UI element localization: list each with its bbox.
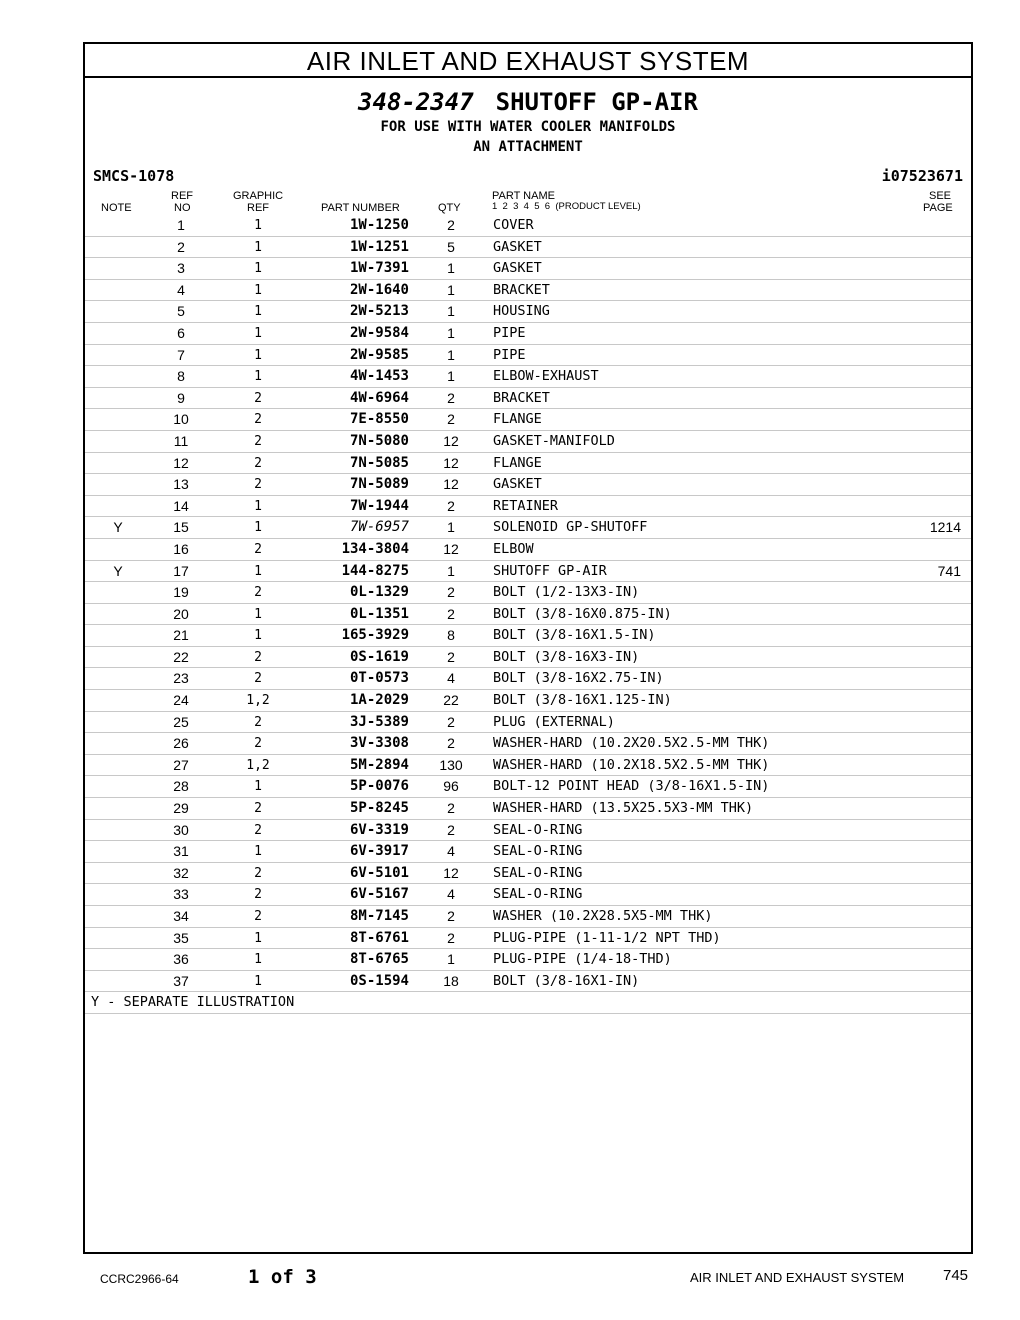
part-name: PLUG-PIPE (1-11-1/2 NPT THD): [493, 929, 721, 946]
document-code: CCRC2966-64: [100, 1272, 179, 1286]
table-row: [85, 409, 971, 431]
row-note: Y: [113, 519, 123, 536]
part-number: 5M-2894: [349, 756, 409, 773]
part-number: 1A-2029: [349, 692, 409, 709]
part-number: 6V-5167: [349, 886, 409, 903]
part-name: PIPE: [493, 346, 526, 363]
quantity: 2: [447, 929, 455, 946]
part-number: 4W-1453: [349, 368, 409, 385]
graphic-ref: 2: [254, 736, 262, 752]
graphic-ref: 2: [254, 671, 262, 687]
graphic-ref: 1: [254, 973, 262, 989]
table-row: [85, 366, 971, 388]
part-name: BOLT (1/2-13X3-IN): [493, 584, 640, 601]
part-name: ELBOW: [493, 540, 534, 557]
part-number: 6V-3319: [349, 821, 409, 838]
col-see-bottom: PAGE: [923, 202, 953, 214]
parts-rows: [85, 215, 971, 992]
ref-number: 1: [177, 217, 185, 233]
graphic-ref: 1: [254, 369, 262, 385]
ref-number: 10: [173, 411, 189, 428]
part-number: 7N-5080: [349, 432, 409, 449]
table-row: [85, 971, 971, 993]
graphic-ref: 1: [254, 563, 262, 579]
part-name: FLANGE: [493, 454, 542, 471]
quantity: 22: [443, 692, 459, 709]
parts-table-body: [85, 215, 971, 1014]
graphic-ref: 2: [254, 541, 262, 557]
table-row: [85, 798, 971, 820]
table-row: [85, 776, 971, 798]
part-number: 5P-0076: [349, 778, 409, 795]
table-row: [85, 712, 971, 734]
part-name: BOLT (3/8-16X0.875-IN): [493, 605, 672, 622]
col-graphic-bottom: REF: [247, 202, 269, 214]
table-row: [85, 345, 971, 367]
quantity: 1: [447, 951, 455, 968]
ref-number: 15: [173, 519, 189, 536]
ref-number: 25: [173, 713, 189, 730]
page-number: 745: [943, 1267, 969, 1284]
part-number: 3V-3308: [349, 735, 409, 752]
quantity: 1: [447, 346, 455, 363]
ref-number: 8: [177, 368, 185, 385]
ref-number: 5: [177, 303, 185, 320]
part-name: COVER: [493, 217, 534, 233]
graphic-ref: 1: [254, 606, 262, 622]
part-name: BRACKET: [493, 389, 550, 406]
table-row: [85, 863, 971, 885]
table-row: [85, 561, 971, 583]
table-row: [85, 647, 971, 669]
graphic-ref: 2: [254, 477, 262, 493]
footnote: Y - SEPARATE ILLUSTRATION: [85, 992, 971, 1014]
table-row: [85, 496, 971, 518]
part-number: 8M-7145: [349, 908, 409, 924]
ref-number: 31: [173, 843, 189, 860]
part-name: PIPE: [493, 324, 526, 341]
ref-number: 37: [173, 972, 189, 989]
ref-number: 16: [173, 540, 189, 557]
illustration-id: i07523671: [881, 167, 963, 185]
part-number: 0T-0573: [349, 670, 409, 687]
graphic-ref: 1: [254, 498, 262, 514]
part-number: 8T-6761: [349, 929, 409, 946]
quantity: 12: [443, 432, 459, 449]
ref-number: 36: [173, 951, 189, 968]
part-number: 3J-5389: [349, 713, 409, 730]
graphic-ref: 2: [254, 390, 262, 406]
ref-number: 27: [173, 756, 189, 773]
graphic-ref: 2: [254, 412, 262, 428]
ref-number: 26: [173, 735, 189, 752]
part-name: RETAINER: [493, 497, 559, 514]
table-row: [85, 517, 971, 539]
group-title: [85, 88, 971, 116]
quantity: 130: [439, 756, 463, 773]
part-name: PLUG-PIPE (1/4-18-THD): [493, 951, 672, 968]
section-title: AIR INLET AND EXHAUST SYSTEM: [85, 44, 971, 78]
graphic-ref: 1: [254, 952, 262, 968]
part-number: 6V-3917: [349, 843, 409, 860]
part-number: 134-3804: [341, 540, 409, 557]
part-number: 6V-5101: [349, 864, 409, 881]
graphic-ref: 1: [254, 325, 262, 341]
part-name: SEAL-O-RING: [493, 843, 583, 860]
table-row: [85, 733, 971, 755]
part-number: 144-8275: [341, 562, 409, 579]
part-name: GASKET-MANIFOLD: [493, 432, 615, 449]
part-number: 2W-5213: [349, 303, 409, 320]
ref-number: 6: [177, 324, 185, 341]
quantity: 2: [447, 821, 455, 838]
page-of-pages: 1 of 3: [248, 1266, 317, 1288]
ref-number: 14: [173, 497, 189, 514]
ref-number: 12: [173, 454, 189, 471]
quantity: 2: [447, 584, 455, 601]
ref-number: 34: [173, 908, 189, 924]
part-name: GASKET: [493, 476, 542, 493]
col-qty: QTY: [438, 202, 461, 214]
col-product-levels: 1 2 3 4 5 6 (PRODUCT LEVEL): [492, 201, 641, 212]
see-page: 741: [937, 562, 961, 579]
part-name: GASKET: [493, 238, 542, 255]
table-row: [85, 949, 971, 971]
part-number: 8T-6765: [349, 951, 409, 968]
part-number: 0L-1351: [349, 605, 409, 622]
table-row: [85, 215, 971, 237]
table-row: [85, 388, 971, 410]
ref-number: 28: [173, 778, 189, 795]
part-number: 2W-1640: [349, 281, 409, 298]
table-row: [85, 755, 971, 777]
part-name: GASKET: [493, 260, 542, 277]
part-name: BOLT-12 POINT HEAD (3/8-16X1.5-IN): [493, 778, 770, 795]
quantity: 5: [447, 238, 455, 255]
footer-section-title: AIR INLET AND EXHAUST SYSTEM: [690, 1270, 905, 1285]
col-part-number: PART NUMBER: [321, 202, 400, 214]
ref-number: 7: [177, 346, 185, 363]
table-row: [85, 431, 971, 453]
table-row: [85, 280, 971, 302]
quantity: 2: [447, 648, 455, 665]
group-number: 348-2347: [358, 88, 474, 116]
ref-number: 11: [173, 432, 189, 449]
ref-number: 35: [173, 929, 189, 946]
table-row: [85, 258, 971, 280]
graphic-ref: 2: [254, 455, 262, 471]
table-row: [85, 301, 971, 323]
ref-number: 13: [173, 476, 189, 493]
graphic-ref: 1,2: [246, 757, 270, 773]
quantity: 2: [447, 800, 455, 817]
see-page: 1214: [929, 519, 961, 536]
table-row: [85, 453, 971, 475]
quantity: 1: [447, 303, 455, 320]
table-row: [85, 820, 971, 842]
table-row: [85, 604, 971, 626]
graphic-ref: 1: [254, 261, 262, 277]
quantity: 12: [443, 454, 459, 471]
part-number: 1W-1250: [349, 217, 409, 233]
graphic-ref: 1: [254, 282, 262, 298]
part-number: 1W-1251: [349, 238, 409, 255]
col-part-name: PART NAME: [492, 190, 555, 202]
ref-number: 17: [173, 562, 189, 579]
part-name: SOLENOID GP-SHUTOFF: [493, 519, 648, 536]
col-note: NOTE: [101, 202, 132, 214]
ref-number: 23: [173, 670, 189, 687]
graphic-ref: 1: [254, 520, 262, 536]
graphic-ref: 2: [254, 433, 262, 449]
part-name: BOLT (3/8-16X1.5-IN): [493, 627, 656, 644]
graphic-ref: 1: [254, 239, 262, 255]
graphic-ref: 1: [254, 218, 262, 233]
ref-number: 21: [173, 627, 189, 644]
table-row: [85, 841, 971, 863]
quantity: 2: [447, 389, 455, 406]
part-number: 165-3929: [341, 627, 409, 644]
part-name: BOLT (3/8-16X1.125-IN): [493, 692, 672, 709]
col-ref-bottom: NO: [174, 202, 191, 214]
graphic-ref: 2: [254, 822, 262, 838]
part-number: 7E-8550: [349, 411, 409, 428]
ref-number: 33: [173, 886, 189, 903]
part-name: ELBOW-EXHAUST: [493, 368, 599, 385]
table-row: [85, 668, 971, 690]
part-number: 7N-5089: [349, 476, 409, 493]
graphic-ref: 1: [254, 628, 262, 644]
part-name: SEAL-O-RING: [493, 821, 583, 838]
graphic-ref: 1: [254, 304, 262, 320]
quantity: 1: [447, 324, 455, 341]
part-number: 0S-1619: [349, 648, 409, 665]
part-name: BOLT (3/8-16X3-IN): [493, 648, 640, 665]
graphic-ref: 1,2: [246, 693, 270, 709]
part-number: 2W-9585: [349, 346, 409, 363]
part-name: SEAL-O-RING: [493, 864, 583, 881]
part-name: WASHER-HARD (10.2X18.5X2.5-MM THK): [493, 756, 770, 773]
part-number: 7W-6957: [349, 519, 409, 536]
table-row: [85, 582, 971, 604]
graphic-ref: 1: [254, 347, 262, 363]
table-row: [85, 323, 971, 345]
graphic-ref: 2: [254, 649, 262, 665]
part-name: SHUTOFF GP-AIR: [493, 562, 607, 579]
part-name: PLUG (EXTERNAL): [493, 713, 615, 730]
graphic-ref: 1: [254, 930, 262, 946]
col-graphic-top: GRAPHIC: [233, 190, 284, 202]
graphic-ref: 1: [254, 844, 262, 860]
quantity: 2: [447, 713, 455, 730]
col-ref-top: REF: [171, 190, 193, 202]
group-name: SHUTOFF GP-AIR: [495, 88, 698, 116]
graphic-ref: 2: [254, 801, 262, 817]
quantity: 18: [443, 972, 459, 989]
quantity: 8: [447, 627, 455, 644]
ref-number: 24: [173, 692, 189, 709]
quantity: 1: [447, 281, 455, 298]
quantity: 1: [447, 562, 455, 579]
quantity: 12: [443, 864, 459, 881]
part-number: 2W-9584: [349, 324, 409, 341]
part-number: 0L-1329: [349, 584, 409, 601]
part-name: HOUSING: [493, 303, 550, 320]
quantity: 1: [447, 519, 455, 536]
part-number: 7N-5085: [349, 454, 409, 471]
smcs-code: SMCS-1078: [93, 167, 175, 185]
table-row: [85, 237, 971, 259]
part-number: 5P-8245: [349, 800, 409, 817]
quantity: 2: [447, 411, 455, 428]
table-row: [85, 906, 971, 928]
quantity: 12: [443, 540, 459, 557]
ref-number: 29: [173, 800, 189, 817]
quantity: 1: [447, 260, 455, 277]
part-name: BOLT (3/8-16X1-IN): [493, 972, 640, 989]
quantity: 2: [447, 497, 455, 514]
col-see-top: SEE: [929, 190, 952, 202]
graphic-ref: 1: [254, 779, 262, 795]
table-row: [85, 474, 971, 496]
quantity: 12: [443, 476, 459, 493]
part-number: 4W-6964: [349, 389, 409, 406]
ref-number: 3: [177, 260, 185, 277]
part-number: 7W-1944: [349, 497, 409, 514]
table-row: [85, 625, 971, 647]
part-name: SEAL-O-RING: [493, 886, 583, 903]
parts-list-frame: [83, 42, 973, 1254]
quantity: 2: [447, 605, 455, 622]
quantity: 2: [447, 735, 455, 752]
part-number: 1W-7391: [349, 260, 409, 277]
graphic-ref: 2: [254, 887, 262, 903]
ref-number: 2: [177, 238, 185, 255]
quantity: 4: [447, 886, 455, 903]
ref-number: 9: [177, 389, 185, 406]
quantity: 1: [447, 368, 455, 385]
quantity: 2: [447, 217, 455, 233]
ref-number: 22: [173, 648, 189, 665]
ref-number: 32: [173, 864, 189, 881]
part-name: BRACKET: [493, 281, 550, 298]
quantity: 4: [447, 843, 455, 860]
part-name: WASHER-HARD (13.5X25.5X3-MM THK): [493, 800, 754, 817]
graphic-ref: 2: [254, 585, 262, 601]
part-name: FLANGE: [493, 411, 542, 428]
table-row: [85, 690, 971, 712]
part-number: 0S-1594: [349, 972, 409, 989]
row-note: Y: [113, 562, 123, 579]
graphic-ref: 2: [254, 714, 262, 730]
quantity: 4: [447, 670, 455, 687]
graphic-ref: 2: [254, 909, 262, 924]
graphic-ref: 2: [254, 865, 262, 881]
quantity: 2: [447, 908, 455, 924]
ref-number: 4: [177, 281, 185, 298]
group-subtitle-2: AN ATTACHMENT: [473, 139, 583, 155]
table-row: [85, 539, 971, 561]
part-name: WASHER-HARD (10.2X20.5X2.5-MM THK): [493, 735, 770, 752]
ref-number: 20: [173, 605, 189, 622]
group-subtitle-1: FOR USE WITH WATER COOLER MANIFOLDS: [380, 119, 676, 135]
table-row: [85, 928, 971, 950]
part-name: BOLT (3/8-16X2.75-IN): [493, 670, 664, 687]
part-name: WASHER (10.2X28.5X5-MM THK): [493, 908, 713, 924]
ref-number: 30: [173, 821, 189, 838]
table-row: [85, 884, 971, 906]
ref-number: 19: [173, 584, 189, 601]
quantity: 96: [443, 778, 459, 795]
